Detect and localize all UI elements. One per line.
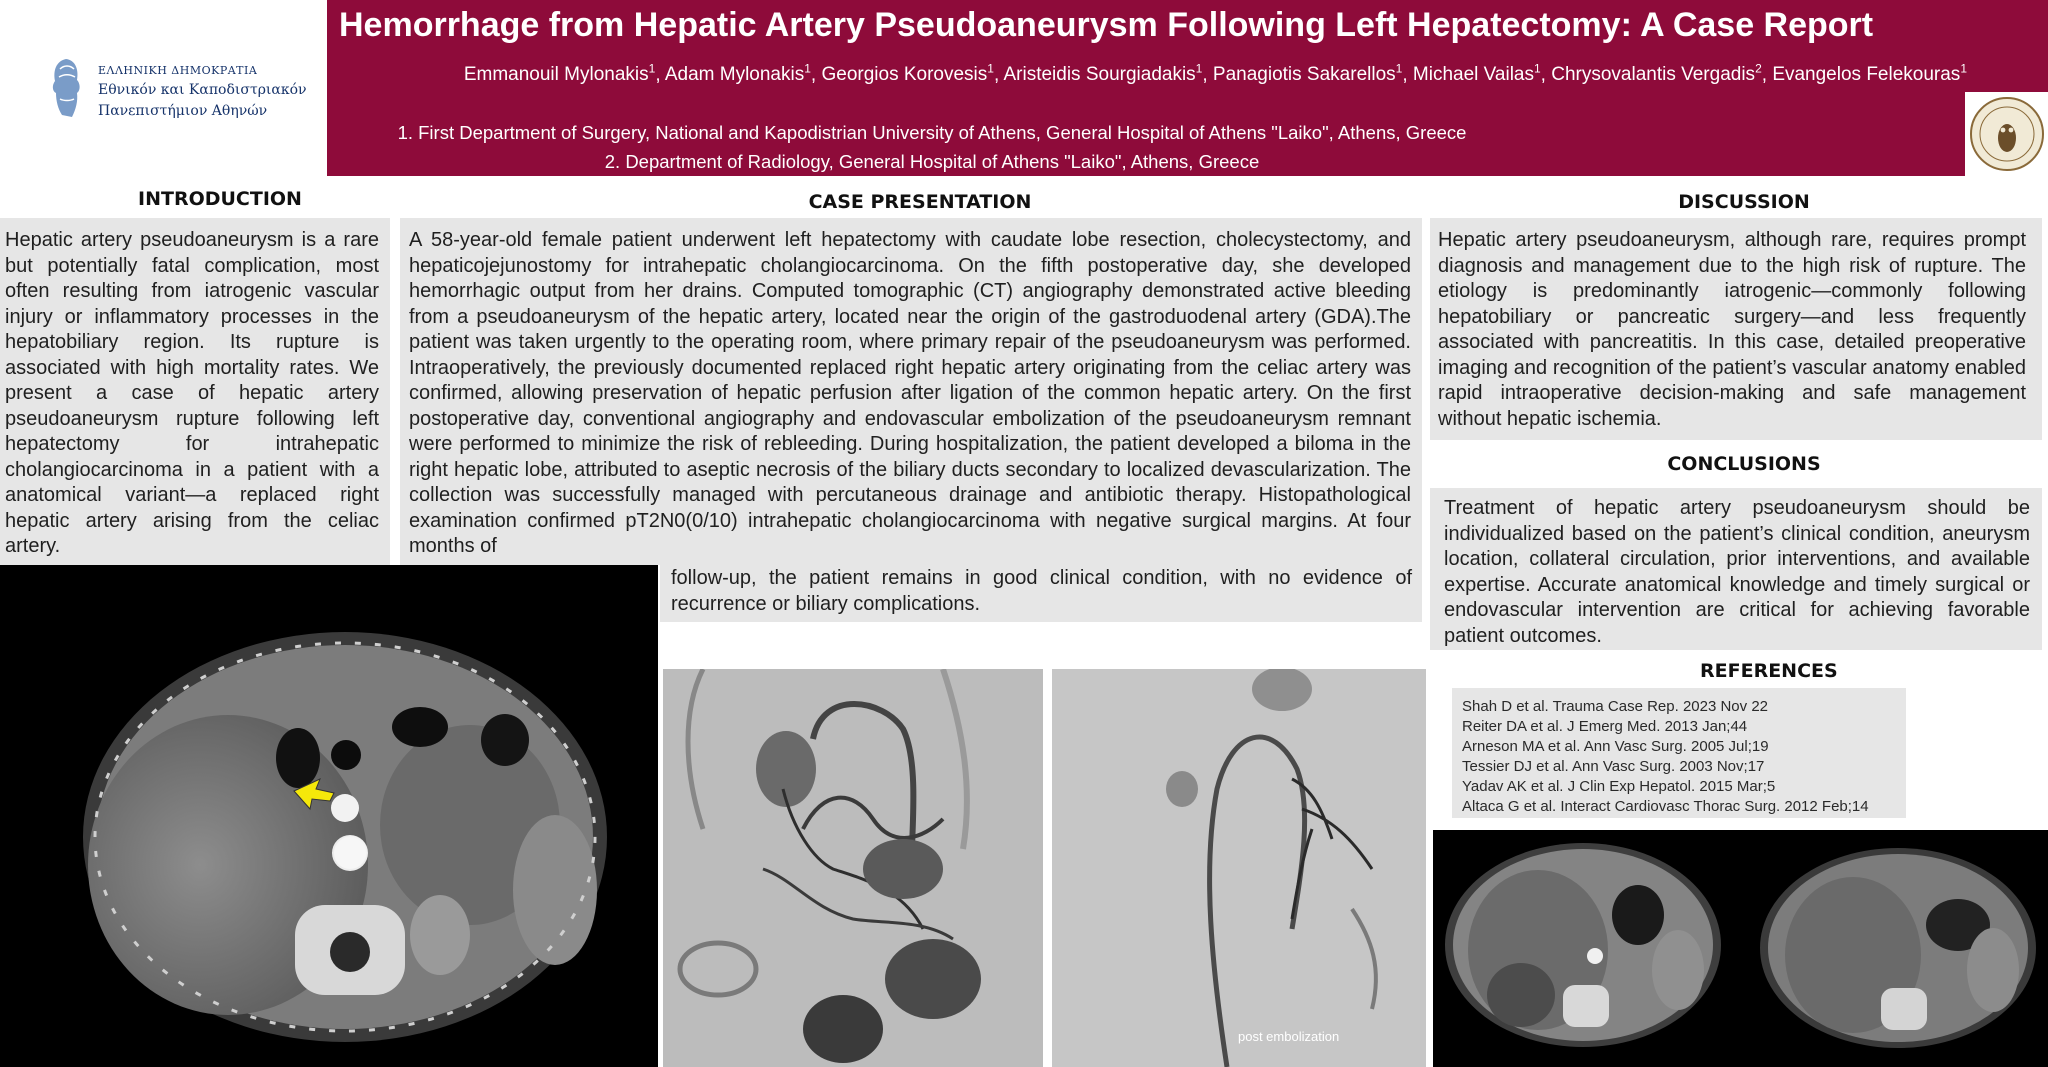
owl-seal-icon bbox=[1965, 92, 2048, 176]
reference-item: Reiter DA et al. J Emerg Med. 2013 Jan;44 bbox=[1462, 718, 1748, 735]
university-logo-area bbox=[0, 0, 325, 176]
university-logo-line-1: ΕΛΛΗΝΙΚΗ ΔΗΜΟΚΡΑΤΙΑ bbox=[98, 64, 258, 77]
author-affiliation-number: 1 bbox=[987, 62, 994, 76]
author-name: Panagiotis Sakarellos bbox=[1212, 64, 1396, 86]
author-name: Georgios Korovesis bbox=[821, 64, 988, 86]
introduction-title: INTRODUCTION bbox=[138, 188, 302, 210]
reference-item: Altaca G et al. Interact Cardiovasc Thorac Surg. 2012 Feb;14 bbox=[1462, 798, 1869, 815]
author-name: Evangelos Felekouras bbox=[1772, 64, 1961, 86]
reference-item: Tessier DJ et al. Ann Vasc Surg. 2003 Nov;17 bbox=[1462, 758, 1765, 775]
introduction-text: Hepatic artery pseudoaneurysm is a rare but potentially fatal complication, most often resulting from iatrogenic vascular injury or inflammatory processes in the hepatobiliary region. Its rupture is associated with high mortality rates. We present a case of hepatic artery pseudoaneurysm rupture following left hepatectomy for intrahepatic cholangiocarcinoma in a patient with a anatomical variant—a replaced right hepatic artery arising from the celiac artery. bbox=[5, 229, 379, 557]
case-presentation-title: CASE PRESENTATION bbox=[808, 191, 1032, 213]
poster-title: Hemorrhage from Hepatic Artery Pseudoaneurysm Following Left Hepatectomy: A Case Report bbox=[339, 6, 1874, 44]
athena-head-icon bbox=[48, 55, 84, 121]
author-name: Michael Vailas bbox=[1412, 64, 1534, 86]
author-affiliation-number: 1 bbox=[1533, 62, 1541, 76]
conclusions-text: Treatment of hepatic artery pseudoaneurysm should be individualized based on the patient’s clinical condition, aneurysm location, collateral circulation, prior interventions, and available expertise. Accurate anatomical knowledge and timely surgical or endovascular intervention are critical for achieving favorable patient outcomes. bbox=[1444, 497, 2030, 647]
author-affiliation-number: 2 bbox=[1755, 62, 1762, 76]
ct-axial-image bbox=[0, 565, 658, 1067]
author-list: Emmanouil Mylonakis$^1$, Adam Mylonakis$^1$, Georgios Korovesis$^1$, Aristeidis Sourgiadakis$^1$, Panagiotis Sakarellos$^1$, Michael Vailas$^1$, Chrysovalantis Vergadis$^2$, Evangelos Felekouras$^1$ bbox=[463, 62, 1967, 86]
author-affiliation-number: 1 bbox=[648, 62, 656, 76]
author bbox=[1551, 64, 1762, 85]
references-list bbox=[1462, 697, 1869, 817]
author-name: Emmanouil Mylonakis bbox=[463, 64, 649, 86]
author bbox=[1413, 64, 1541, 85]
author-affiliation-number: 1 bbox=[1195, 62, 1203, 76]
reference-item: Shah D et al. Trauma Case Rep. 2023 Nov 22 bbox=[1462, 698, 1769, 715]
affiliation-1: 1. First Department of Surgery, National and Kapodistrian University of Athens, General Hospital of Athens "Laiko", Athens, Greece bbox=[397, 122, 1467, 143]
university-logo-line-2: Εθνικόν και Καποδιστριακόν bbox=[98, 82, 307, 98]
reference-item: Arneson MA et al. Ann Vasc Surg. 2005 Jul;19 bbox=[1462, 738, 1769, 755]
university-logo-line-3: Πανεπιστήμιον Αθηνών bbox=[98, 103, 268, 119]
author bbox=[1213, 64, 1402, 85]
poster-header bbox=[327, 0, 2048, 176]
post-embolization-label: post embolization bbox=[1238, 1029, 1340, 1044]
author bbox=[1772, 64, 1967, 85]
conclusions-title: CONCLUSIONS bbox=[1667, 453, 1821, 475]
author bbox=[464, 64, 655, 85]
angiography-image-post bbox=[1052, 669, 1426, 1067]
author-affiliation-number: 1 bbox=[804, 62, 811, 76]
author bbox=[665, 64, 811, 85]
author bbox=[821, 64, 993, 85]
references-title: REFERENCES bbox=[1700, 660, 1838, 682]
discussion-text: Hepatic artery pseudoaneurysm, although rare, requires prompt diagnosis and management due to the high risk of rupture. The etiology is predominantly iatrogenic—commonly following hepatobiliary or pancreatic surgery—and less frequently associated with pancreatitis. In this case, detailed preoperative imaging and recognition of the patient’s vascular anatomy enabled rapid intraoperative decision-making and safe management without hepatic ischemia. bbox=[1438, 229, 2026, 430]
discussion-title: DISCUSSION bbox=[1678, 191, 1810, 213]
angiography-image-pre bbox=[663, 669, 1043, 1067]
reference-item: Yadav AK et al. J Clin Exp Hepatol. 2015 Mar;5 bbox=[1462, 778, 1776, 795]
author-affiliation-number: 1 bbox=[1395, 62, 1403, 76]
author bbox=[1003, 64, 1202, 85]
case-presentation-text-continued: follow-up, the patient remains in good clinical condition, with no evidence of recurrence or biliary complications. bbox=[671, 567, 1412, 615]
ct-followup-images bbox=[1433, 830, 2048, 1067]
hospital-seal bbox=[1965, 92, 2048, 176]
author-name: Adam Mylonakis bbox=[664, 64, 805, 86]
author-name: Chrysovalantis Vergadis bbox=[1551, 64, 1756, 86]
case-presentation-text: A 58-year-old female patient underwent left hepatectomy with caudate lobe resection, cholecystectomy, and hepaticojejunostomy for intrahepatic cholangiocarcinoma. On the fifth postoperative day, she developed hemorrhagic output from her drains. Computed tomographic (CT) angiography demonstrated active bleeding from a pseudoaneurysm of the hepatic artery, located near the origin of the gastroduodenal artery (GDA).The patient was taken urgently to the operating room, where primary repair of the pseudoaneurysm was performed. Intraoperatively, the previously documented replaced right hepatic artery originating from the celiac artery was confirmed, allowing preservation of hepatic perfusion after ligation of the common hepatic artery. On the first postoperative day, conventional angiography and endovascular embolization of the pseudoaneurysm remnant were performed to minimize the risk of rebleeding. During hospitalization, the patient developed a biloma in the right hepatic lobe, attributed to aseptic necrosis of the biliary ducts secondary to localized devascularization. The collection was successfully managed with percutaneous drainage and antibiotic therapy. Histopathological examination confirmed pT2N0(0/10) intrahepatic cholangiocarcinoma with negative surgical margins. At four months of bbox=[409, 229, 1411, 557]
affiliation-2: 2. Department of Radiology, General Hospital of Athens "Laiko", Athens, Greece bbox=[604, 151, 1260, 172]
author-name: Aristeidis Sourgiadakis bbox=[1003, 64, 1196, 86]
author-affiliation-number: 1 bbox=[1960, 62, 1967, 76]
